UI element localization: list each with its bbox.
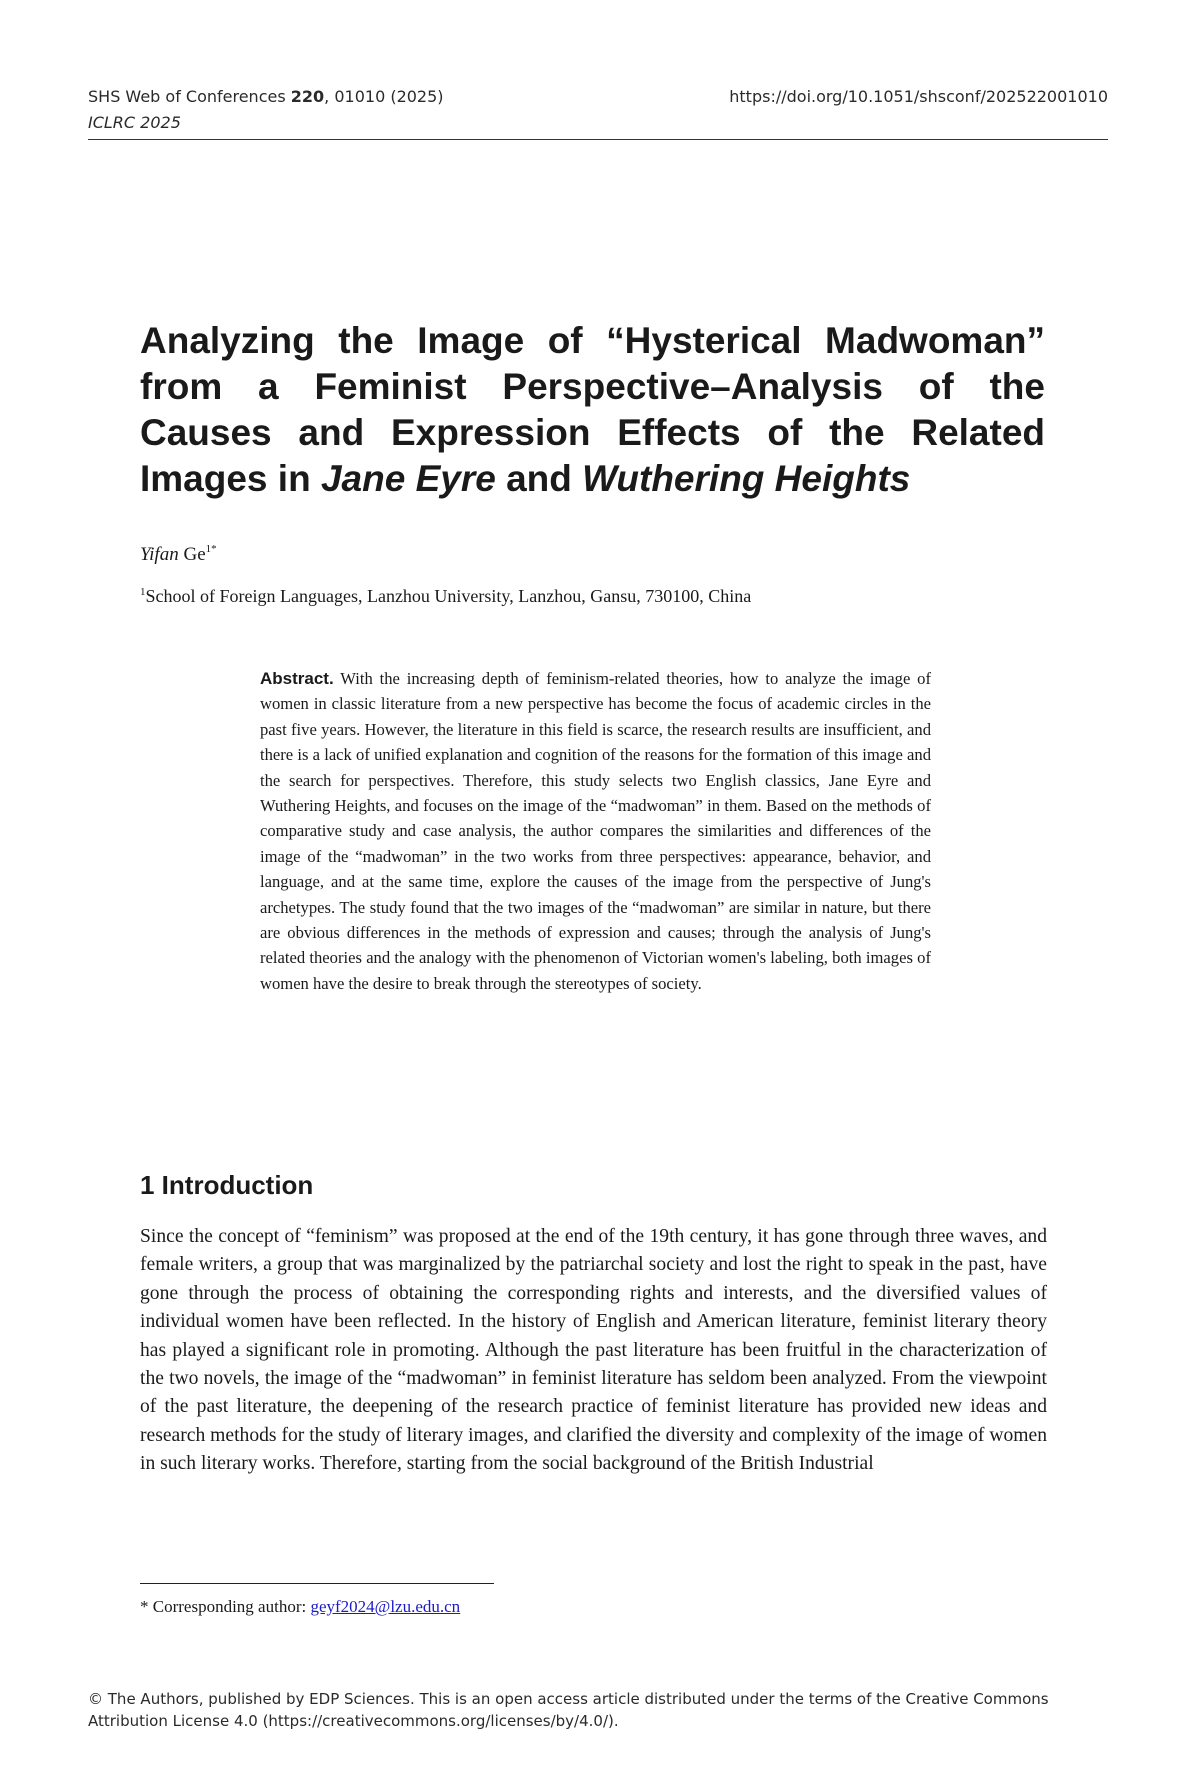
running-header bbox=[88, 84, 444, 136]
header-divider bbox=[88, 139, 1108, 140]
paper-title: Analyzing the Image of “Hysterical Madwoman” from a Feminist Perspective–Analysis of the Causes and Expression Effects of the Related Images in Jane Eyre and Wuthering Heights bbox=[140, 320, 1045, 499]
affiliation: $^1$School of Foreign Languages, Lanzhou University, Lanzhou, Gansu, 730100, China bbox=[140, 586, 752, 606]
volume-number: 220 bbox=[290, 87, 325, 106]
author-marks: 1* bbox=[205, 543, 217, 555]
footnote-corresponding-author: * Corresponding author: geyf2024@lzu.edu.cn bbox=[140, 1597, 461, 1616]
conference-name: ICLRC 2025 bbox=[88, 113, 181, 132]
introduction-paragraph: Since the concept of “feminism” was proposed at the end of the 19th century, it has gone through three waves, and female writers, a group that was marginalized by the patriarchal society and lost the right to speak in the past, have gone through the process of obtaining the corresponding rights and interests, and the diversified values of individual women have been reflected. In the history of English and American literature, feminist literary theory has played a significant role in promoting. Although the past literature has been fruitful in the characterization of the two novels, the image of the “madwoman” in feminist literature has seldom been analyzed. From the viewpoint of the past literature, the deepening of the research practice of feminist literature has provided new ideas and research methods for the study of literary images, and clarified the diversity and complexity of the image of women in such literary works. Therefore, starting from the social background of the British Industrial bbox=[140, 1226, 1048, 1475]
journal-citation: SHS Web of Conferences 220, 01010 (2025) bbox=[88, 87, 444, 106]
abstract-text: With the increasing depth of feminism-related theories, how to analyze the image of women in classic literature from a new perspective has become the focus of academic circles in the past five years. However, the literature in this field is scarce, the research results are insufficient, and there is a lack of unified explanation and cognition of the reasons for the formation of this image and the search for perspectives. Therefore, this study selects two English classics, Jane Eyre and Wuthering Heights, and focuses on the image of the “madwoman” in them. Based on the methods of comparative study and case analysis, the author compares the similarities and differences of the image of the “madwoman” in the two works from three perspectives: appearance, behavior, and language, and at the same time, explore the causes of the image from the perspective of Jung's archetypes. The study found that the two images of the “madwoman” are similar in nature, but there are obvious differences in the methods of expression and causes; through the analysis of Jung's related theories and the analogy with the phenomenon of Victorian women's labeling, both images of women have the desire to break through the stereotypes of society. bbox=[260, 669, 931, 993]
doi-link[interactable]: https://doi.org/10.1051/shsconf/202522001010 bbox=[729, 87, 1108, 106]
license-notice: © The Authors, published by EDP Sciences. This is an open access article distributed under the terms of the Creative Commons Attribution License 4.0 (https://creativecommons.org/licenses/by/4.0/). bbox=[88, 1690, 1049, 1730]
title-book-jane-eyre: Jane Eyre bbox=[320, 458, 496, 499]
author-line bbox=[140, 543, 217, 566]
abstract bbox=[260, 666, 931, 996]
author-given-name: Yifan bbox=[140, 544, 179, 565]
title-book-wuthering-heights: Wuthering Heights bbox=[582, 458, 911, 499]
section-heading-introduction: 1 Introduction bbox=[140, 1170, 314, 1200]
abstract-label: Abstract. bbox=[260, 669, 334, 688]
footnote-divider bbox=[140, 1583, 494, 1584]
author-email-link[interactable]: geyf2024@lzu.edu.cn bbox=[310, 1597, 461, 1616]
author-family-name: Ge bbox=[178, 544, 206, 565]
